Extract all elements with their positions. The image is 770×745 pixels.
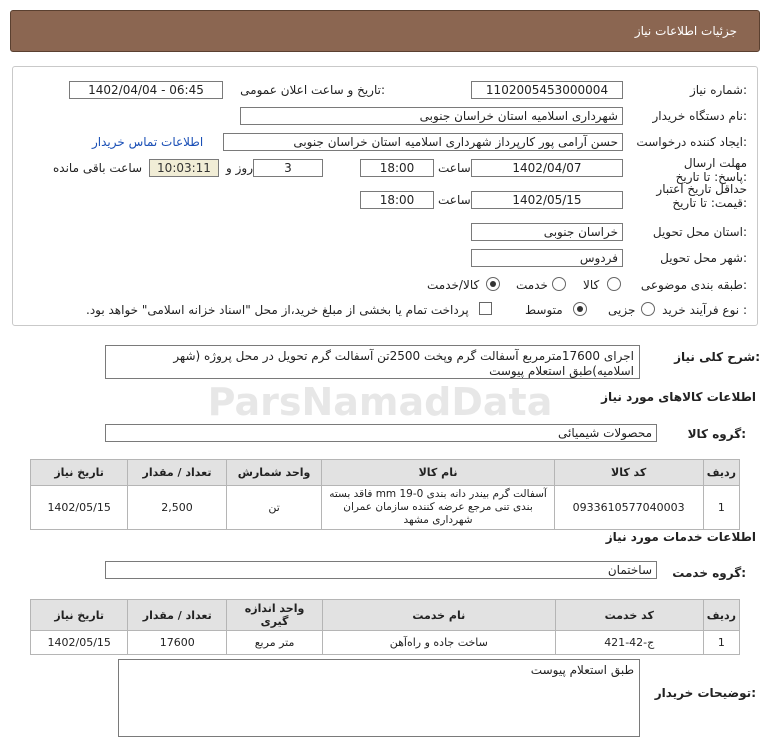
page-header <box>10 10 760 52</box>
goods-col-unit: واحد شمارش <box>226 460 322 486</box>
treasury-payment-note: پرداخت تمام یا بخشی از مبلغ خرید،از محل "اسناد خزانه اسلامی" خواهد بود. <box>86 303 469 317</box>
page-title: جزئیات اطلاعات نیاز <box>634 24 737 38</box>
goods-cell-name: آسفالت گرم بیندر دانه بندی mm 19-0 فاقد بسته بندی تنی مرجع عرضه کننده سازمان عمران شهرداری مشهد <box>322 486 554 530</box>
services-section-title: اطلاعات خدمات مورد نیاز <box>605 530 756 544</box>
watermark: ParsNamadData <box>207 380 553 424</box>
services-cell-qty: 17600 <box>128 631 227 655</box>
buyer-org-field: شهرداری اسلامیه استان خراسان جنوبی <box>240 107 623 125</box>
validity-label: حداقل تاریخ اعتبار قیمت: تا تاریخ: <box>656 182 747 210</box>
description-field: اجرای 17600مترمربع آسفالت گرم وپخت 2500تن آسفالت گرم تحویل در محل پروژه (شهر اسلامیه)طبق استعلام پیوست <box>105 345 640 379</box>
requester-field: حسن آرامی پور کارپرداز شهرداری اسلامیه استان خراسان جنوبی <box>223 133 623 151</box>
category-radio-service[interactable] <box>552 277 566 291</box>
table-row[interactable] <box>31 631 740 655</box>
services-cell-code: ج-42-421 <box>555 631 703 655</box>
process-option-medium: متوسط <box>525 303 563 317</box>
services-cell-unit: متر مربع <box>227 631 323 655</box>
services-col-code: کد خدمت <box>555 600 703 631</box>
need-number-label: شماره نیاز: <box>689 83 747 97</box>
need-info-panel <box>12 66 758 326</box>
process-label: نوع فرآیند خرید : <box>662 303 747 317</box>
days-field: 3 <box>253 159 323 177</box>
need-number-field: 1102005453000004 <box>471 81 623 99</box>
services-header-row <box>31 600 740 631</box>
treasury-payment-checkbox[interactable] <box>479 302 492 315</box>
reply-time-label: ساعت <box>438 161 471 175</box>
city-label: شهر محل تحویل: <box>660 251 747 265</box>
goods-col-name: نام کالا <box>322 460 554 486</box>
goods-col-row: ردیف <box>703 460 739 486</box>
category-option-goods: کالا <box>583 278 600 292</box>
announce-datetime-field: 1402/04/04 - 06:45 <box>69 81 223 99</box>
buyer-contact-link[interactable]: اطلاعات تماس خریدار <box>92 135 204 149</box>
requester-label: ایجاد کننده درخواست: <box>636 135 747 149</box>
goods-group-label: گروه کالا: <box>687 427 746 441</box>
services-table <box>30 599 740 655</box>
province-label: استان محل تحویل: <box>652 225 747 239</box>
announce-label: تاریخ و ساعت اعلان عمومی: <box>240 83 385 97</box>
goods-col-code: کد کالا <box>554 460 703 486</box>
goods-section-title: اطلاعات کالاهای مورد نیاز <box>601 390 756 404</box>
services-group-field: ساختمان <box>105 561 657 579</box>
validity-time-field: 18:00 <box>360 191 434 209</box>
goods-table <box>30 459 740 530</box>
category-label: طبقه بندی موضوعی: <box>640 278 747 292</box>
process-radio-minor[interactable] <box>641 302 655 316</box>
category-radio-goods-service[interactable] <box>486 277 500 291</box>
reply-deadline-label: مهلت ارسال پاسخ: تا تاریخ: <box>675 156 747 184</box>
category-radio-goods[interactable] <box>607 277 621 291</box>
validity-time-label: ساعت <box>438 193 471 207</box>
services-col-name: نام خدمت <box>322 600 555 631</box>
remaining-label: ساعت باقی مانده <box>53 161 143 175</box>
services-col-date: تاریخ نیاز <box>31 600 128 631</box>
category-option-service: خدمت <box>516 278 548 292</box>
process-option-minor: جزیی <box>608 303 636 317</box>
goods-cell-unit: تن <box>226 486 322 530</box>
reply-time-field: 18:00 <box>360 159 434 177</box>
remaining-time-field: 10:03:11 <box>149 159 219 177</box>
validity-date-field: 1402/05/15 <box>471 191 623 209</box>
city-field: فردوس <box>471 249 623 267</box>
buyer-org-label: نام دستگاه خریدار: <box>652 109 747 123</box>
goods-cell-code: 0933610577040003 <box>554 486 703 530</box>
goods-group-field: محصولات شیمیائی <box>105 424 657 442</box>
buyer-notes-field: طبق استعلام پیوست <box>118 659 640 737</box>
days-label: روز و <box>226 161 253 175</box>
goods-cell-date: 1402/05/15 <box>31 486 128 530</box>
goods-cell-row: 1 <box>703 486 739 530</box>
goods-header-row <box>31 460 740 486</box>
process-radio-medium[interactable] <box>573 302 587 316</box>
goods-col-date: تاریخ نیاز <box>31 460 128 486</box>
services-cell-row: 1 <box>703 631 739 655</box>
services-col-row: ردیف <box>703 600 739 631</box>
buyer-notes-label: توضیحات خریدار: <box>654 686 756 700</box>
goods-cell-qty: 2,500 <box>128 486 226 530</box>
reply-date-field: 1402/04/07 <box>471 159 623 177</box>
services-col-qty: تعداد / مقدار <box>128 600 227 631</box>
services-cell-date: 1402/05/15 <box>31 631 128 655</box>
services-cell-name: ساخت جاده و راه‌آهن <box>322 631 555 655</box>
table-row[interactable] <box>31 486 740 530</box>
goods-col-qty: تعداد / مقدار <box>128 460 226 486</box>
services-col-unit: واحد اندازه گیری <box>227 600 323 631</box>
description-label: شرح کلی نیاز: <box>674 350 760 364</box>
province-field: خراسان جنوبی <box>471 223 623 241</box>
category-option-goods-service: کالا/خدمت <box>427 278 480 292</box>
services-group-label: گروه خدمت: <box>672 566 746 580</box>
